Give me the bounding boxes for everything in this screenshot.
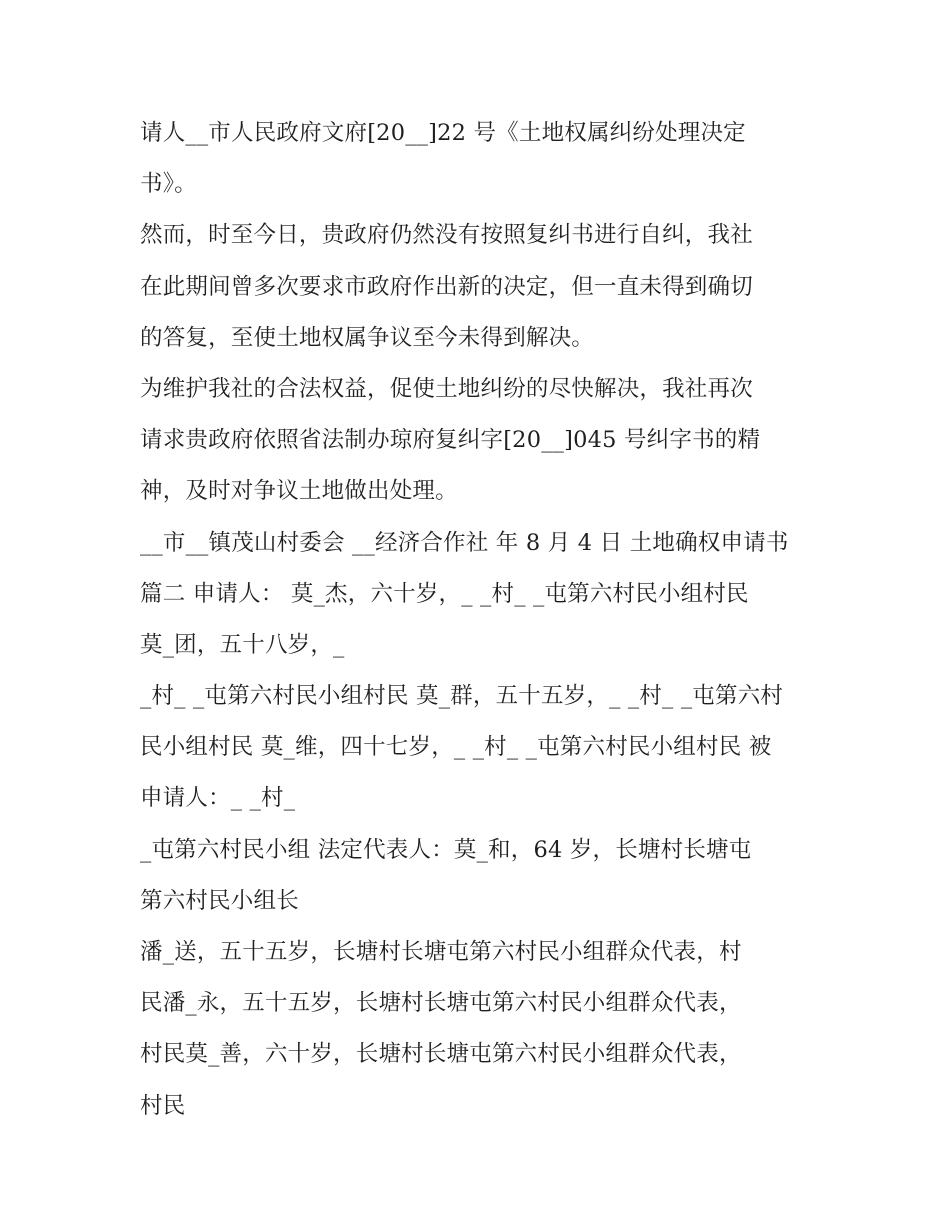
text-line: 请人__市人民政府文府[20__]22 号《土地权属纠纷处理决定: [140, 120, 746, 146]
text-line: 民潘_永，五十五岁，长塘村长塘屯第六村民小组群众代表，: [140, 990, 742, 1017]
text-line: __市__镇茂山村委会 __经济合作社 年 8 月 4 日 土地确权申请书: [140, 529, 789, 556]
text-line: 请求贵政府依照省法制办琼府复纠字[20__]045 号纠字书的精: [140, 427, 761, 454]
text-line: 村民: [140, 1092, 186, 1119]
text-line: 潘_送，五十五岁，长塘村长塘屯第六村民小组群众代表，村: [140, 939, 742, 965]
text-line: 的答复，至使土地权属争议至今未得到解决。: [140, 324, 595, 351]
text-line: 民小组村民 莫_维，四十七岁，_ _村_ _屯第六村民小组村民 被: [140, 734, 772, 761]
text-line: 在此期间曾多次要求市政府作出新的决定，但一直未得到确切: [140, 273, 753, 300]
text-line: 篇二 申请人： 莫_杰，六十岁，_ _村_ _屯第六村民小组村民: [140, 580, 749, 607]
text-line: 书》。: [140, 171, 197, 198]
text-line: 然而，时至今日，贵政府仍然没有按照复纠书进行自纠，我社: [140, 222, 753, 249]
text-line: _屯第六村民小组 法定代表人：莫_和，64 岁，长塘村长塘屯: [140, 836, 752, 863]
text-line: 神，及时对争议土地做出处理。: [140, 478, 458, 505]
text-line: 为维护我社的合法权益，促使土地纠纷的尽快解决，我社再次: [140, 375, 753, 402]
text-line: 莫_团，五十八岁，_: [140, 631, 345, 658]
document-body: [140, 108, 830, 1132]
text-line: 村民莫_善，六十岁，长塘村长塘屯第六村民小组群众代表，: [140, 1041, 742, 1068]
text-line: 第六村民小组长: [140, 887, 299, 914]
text-line: _村_ _屯第六村民小组村民 莫_群，五十五岁，_ _村_ _屯第六村: [140, 683, 784, 710]
text-line: 申请人：_ _村_: [140, 785, 296, 812]
